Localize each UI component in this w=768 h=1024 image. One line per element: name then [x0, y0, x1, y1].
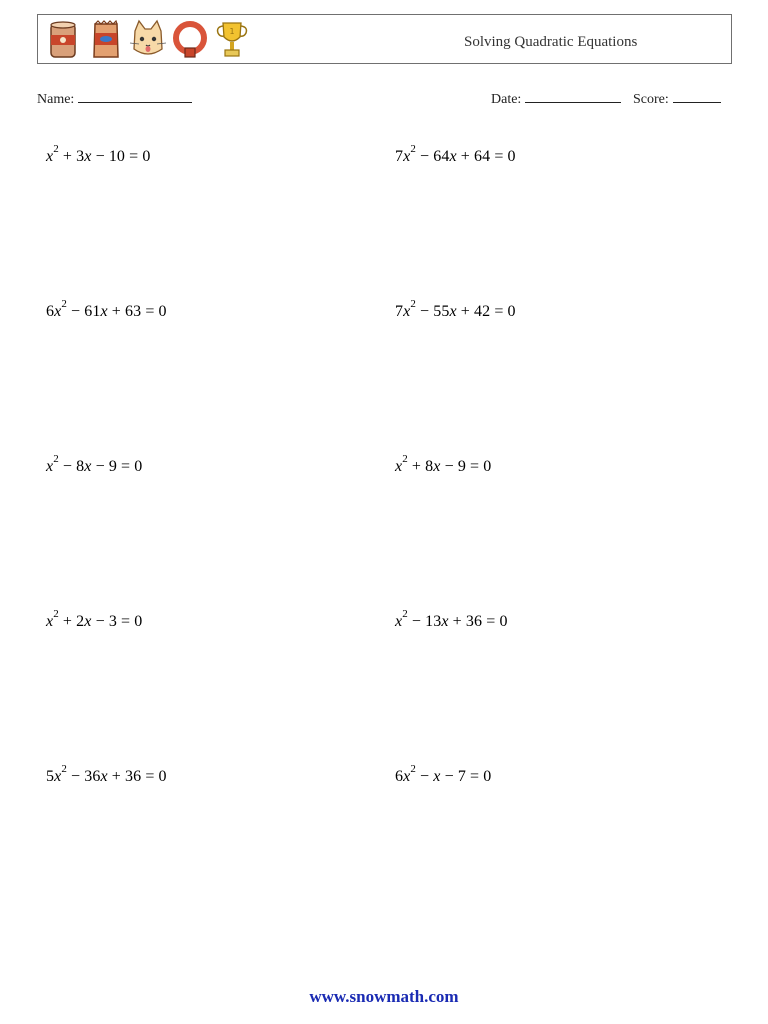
- date-field: [491, 90, 621, 108]
- problem-8: $x^2 - 13x + 36 = 0$: [395, 607, 508, 630]
- paper-roll-icon: [45, 19, 83, 61]
- svg-text:1: 1: [229, 27, 235, 36]
- score-field: [633, 90, 721, 108]
- header-icons: [45, 19, 251, 61]
- problem-5: $x^2 - 8x - 9 = 0$: [46, 452, 143, 475]
- snack-bag-icon: [87, 19, 125, 61]
- date-label: Date:: [491, 92, 522, 107]
- problem-2: $7x^2 - 64x + 64 = 0$: [395, 142, 516, 165]
- problem-9: $5x^2 - 36x + 36 = 0$: [46, 762, 167, 785]
- name-label: Name:: [37, 92, 75, 107]
- problem-3: $6x^2 - 61x + 63 = 0$: [46, 297, 167, 320]
- problem-4: $7x^2 - 55x + 42 = 0$: [395, 297, 516, 320]
- trophy-icon: [213, 19, 251, 61]
- problem-7: $x^2 + 2x - 3 = 0$: [46, 607, 143, 630]
- worksheet-header: [37, 14, 732, 64]
- ring-icon: [171, 19, 209, 61]
- cat-face-icon: [129, 19, 167, 61]
- name-blank[interactable]: [78, 90, 192, 103]
- problem-1: $x^2 + 3x - 10 = 0$: [46, 142, 151, 165]
- score-blank[interactable]: [673, 90, 721, 103]
- problem-6: $x^2 + 8x - 9 = 0$: [395, 452, 492, 475]
- problem-10: $6x^2 - x - 7 = 0$: [395, 762, 492, 785]
- score-label: Score:: [633, 92, 669, 107]
- footer-website-link[interactable]: www.snowmath.com: [309, 987, 459, 1006]
- worksheet-title: Solving Quadratic Equations: [464, 34, 638, 50]
- date-blank[interactable]: [525, 90, 621, 103]
- name-field: [37, 90, 192, 108]
